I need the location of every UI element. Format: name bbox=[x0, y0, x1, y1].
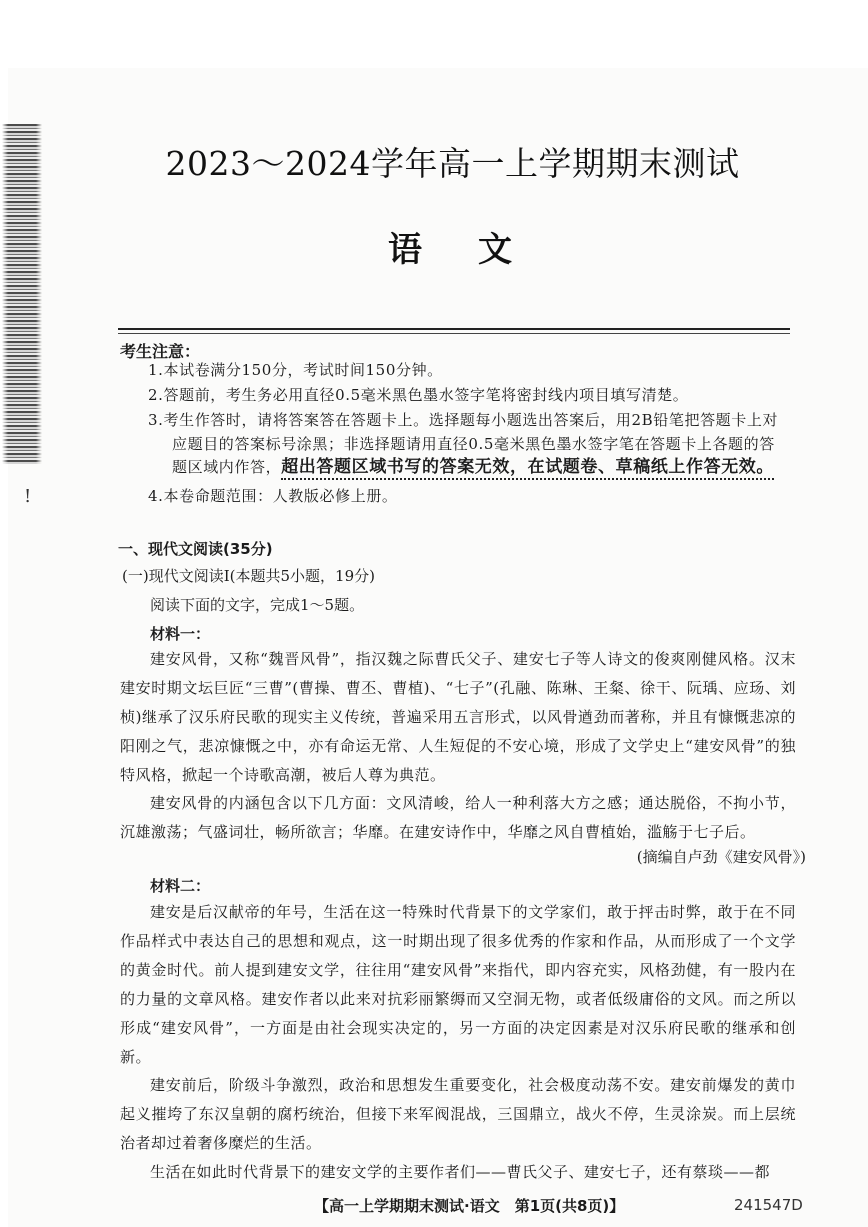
notice-item-2: 2.答题前，考生务必用直径0.5毫米黑色墨水签字笔将密封线内项目填写清楚。 bbox=[148, 386, 689, 404]
notice-item-4: 4.本卷命题范围：人教版必修上册。 bbox=[148, 487, 398, 505]
material2-label: 材料二： bbox=[150, 877, 211, 895]
notice-heading: 考生注意： bbox=[120, 342, 201, 361]
material2-paragraph-3: 生活在如此时代背景下的建安文学的主要作者们——曹氏父子、建安七子，还有蔡琰——都 bbox=[150, 1163, 771, 1181]
instruction: 阅读下面的文字，完成1～5题。 bbox=[150, 596, 365, 614]
material2-paragraph-2: 建安前后，阶级斗争激烈，政治和思想发生重要变化，社会极度动荡不安。建安前爆发的黄巾起义摧垮了东汉皇朝的腐朽统治，但接下来军阀混战，三国鼎立，战火不停，生灵涂炭。而上层统治者却过着奢侈糜烂的生活。 bbox=[120, 1076, 796, 1152]
notice-warning: 超出答题区域书写的答案无效，在试题卷、草稿纸上作答无效。 bbox=[281, 457, 774, 480]
notice-item-3-tail: 题区域内作答， bbox=[172, 458, 282, 476]
page-footer: 【高一上学期期末测试·语文 第1页(共8页)】 bbox=[314, 1197, 625, 1215]
binding-mark: ! bbox=[24, 486, 32, 507]
subject-title: 语文 bbox=[388, 230, 568, 270]
subsection-title: (一)现代文阅读Ⅰ(本题共5小题，19分) bbox=[122, 567, 375, 585]
divider-line bbox=[118, 328, 790, 330]
notice-item-1: 1.本试卷满分150分，考试时间150分钟。 bbox=[148, 361, 443, 379]
material1-paragraph-2: 建安风骨的内涵包含以下几方面：文风清峻，给人一种利落大方之感；通达脱俗，不拘小节，沉雄激荡；气盛词壮，畅所欲言；华靡。在建安诗作中，华靡之风自曹植始，滥觞于七子后。 bbox=[120, 794, 796, 841]
material2-paragraph-1: 建安是后汉献帝的年号，生活在这一特殊时代背景下的文学家们，敢于抨击时弊，敢于在不同作品样式中表达自己的思想和观点，这一时期出现了很多优秀的作家和作品，从而形成了一个文学的黄金时代。前人提到建安文学，往往用“建安风骨”来指代，即内容充实，风格劲健，有一股内在的力量的文章风格。建安作者以此来对抗彩丽繁缛而又空洞无物，或者低级庸俗的文风。而之所以形成“建安风骨”，一方面是由社会现实决定的，另一方面的决定因素是对汉乐府民歌的继承和创新。 bbox=[120, 903, 796, 1066]
divider-line-thin bbox=[118, 333, 790, 334]
notice-item-3-cont: 应题目的答案标号涂黑；非选择题请用直径0.5毫米黑色墨水签字笔在答题卡上各题的答 bbox=[172, 435, 775, 453]
notice-item-3: 3.考生作答时，请将答案答在答题卡上。选择题每小题选出答案后，用2B铅笔把答题卡上对 bbox=[148, 411, 779, 429]
notice-item-3-end bbox=[172, 455, 822, 479]
paper-code: 241547D bbox=[734, 1196, 803, 1214]
section-title: 一、现代文阅读(35分) bbox=[118, 540, 273, 558]
material1-source: (摘编自卢劲《建安风骨》) bbox=[636, 848, 806, 866]
material1-label: 材料一： bbox=[150, 625, 211, 643]
exam-title: 2023～2024学年高一上学期期末测试 bbox=[165, 144, 740, 183]
material1-paragraph-1: 建安风骨，又称“魏晋风骨”，指汉魏之际曹氏父子、建安七子等人诗文的俊爽刚健风格。汉末建安时期文坛巨匠“三曹”(曹操、曹丕、曹植)、“七子”(孔融、陈琳、王粲、徐干、阮瑀、应玚、刘桢)继承了汉乐府民歌的现实主义传统，普遍采用五言形式，以风骨遒劲而著称，并且有慷慨悲凉的阳刚之气，悲凉慷慨之中，亦有命运无常、人生短促的不安心境，形成了文学史上“建安风骨”的独特风格，掀起一个诗歌高潮，被后人尊为典范。 bbox=[120, 650, 796, 784]
